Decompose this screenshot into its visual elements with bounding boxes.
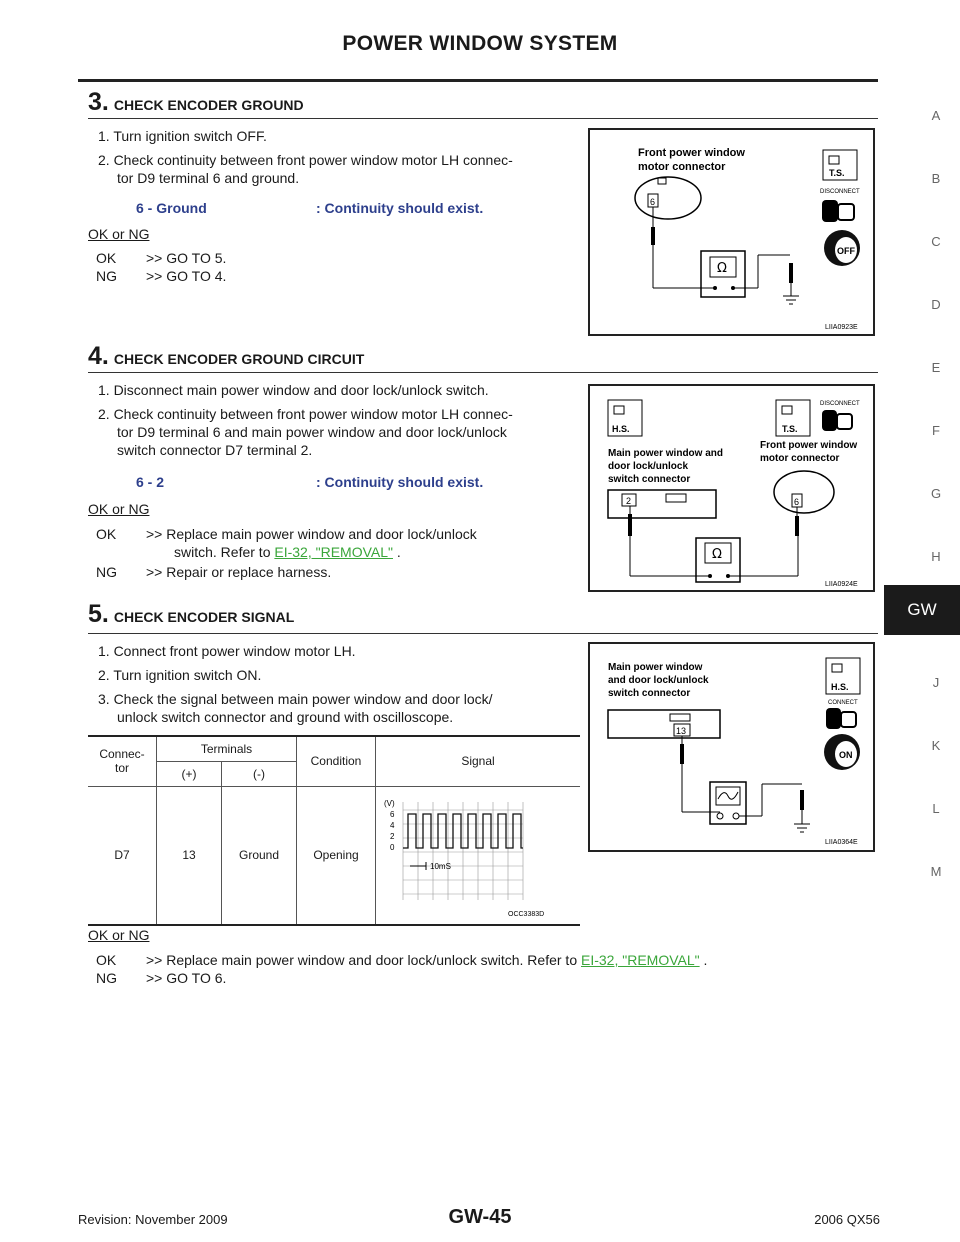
step3-ok-action: >> GO TO 5. <box>146 250 227 266</box>
step4-ok-or-ng: OK or NG <box>88 501 150 517</box>
step4-pin-a: 2 <box>626 496 632 506</box>
connect-socket-icon <box>841 712 856 727</box>
step3-item-1: 1. Turn ignition switch OFF. <box>98 128 267 144</box>
step3-item-2: 2. Check continuity between front power window motor LH connec- <box>98 152 513 168</box>
side-index-c[interactable]: C <box>931 234 941 249</box>
step3-spec-result: : Continuity should exist. <box>316 200 484 216</box>
step5-ok-key: OK <box>96 952 117 968</box>
table-row <box>88 786 580 925</box>
oscilloscope-waveform <box>378 788 578 920</box>
disconnect-socket-icon <box>838 204 854 220</box>
scope-code: OCC3383D <box>508 910 545 918</box>
step5-fig-code: LIIA0364E <box>825 839 858 846</box>
scope-grid <box>403 802 523 900</box>
hs-label: H.S. <box>612 424 630 434</box>
cell-connector: D7 <box>88 786 157 925</box>
step5-pin: 13 <box>676 726 687 736</box>
step4-item-2-cont-b: switch connector D7 terminal 2. <box>117 442 313 458</box>
signal-table <box>88 735 580 926</box>
step4-fig-label-a3: switch connector <box>608 474 691 485</box>
off-label: OFF <box>837 246 855 256</box>
step3-spec-terminals: 6 - Ground <box>136 200 207 216</box>
step5-fig-label-2: and door lock/unlock <box>608 675 709 686</box>
header-rule <box>78 79 878 82</box>
ground-probe <box>789 263 793 283</box>
footer-revision: Revision: November 2009 <box>78 1212 228 1227</box>
side-index-j[interactable]: J <box>932 675 940 690</box>
scope-tick-4: 4 <box>390 820 395 830</box>
probe-tip <box>651 227 655 245</box>
side-index-h[interactable]: H <box>931 549 941 564</box>
step3-title: CHECK ENCODER GROUND <box>113 97 304 113</box>
step3-ng-key: NG <box>96 268 117 284</box>
step4-figure <box>588 384 875 592</box>
step4-spec-terminals: 6 - 2 <box>136 474 165 490</box>
step5-item-2: 2. Turn ignition switch ON. <box>98 667 262 683</box>
step4-fig-label-b2: motor connector <box>760 453 840 464</box>
connect-plug-icon <box>826 708 841 729</box>
step4-item-2-cont-a: tor D9 terminal 6 and main power window and door lock/unlock <box>117 424 507 440</box>
cell-minus: Ground <box>222 786 297 925</box>
step5-title: CHECK ENCODER SIGNAL <box>113 609 295 625</box>
step3-fig-code: LIIA0923E <box>825 324 858 331</box>
step3-ng-action: >> GO TO 4. <box>146 268 227 284</box>
step3-heading <box>88 88 304 117</box>
col-signal: Signal <box>376 736 581 786</box>
step5-number: 5. <box>88 600 109 628</box>
disconnect-plug-icon <box>822 410 837 431</box>
connector-latch <box>666 494 686 502</box>
side-index-l[interactable]: L <box>932 801 940 816</box>
scope-tick-6: 6 <box>390 809 395 819</box>
step5-removal-link[interactable]: EI-32, "REMOVAL" <box>581 952 700 968</box>
step3-ok-key: OK <box>96 250 117 266</box>
step5-ok-or-ng: OK or NG <box>88 927 150 943</box>
step4-item-1: 1. Disconnect main power window and door lock/unlock switch. <box>98 382 489 398</box>
step5-fig-label-3: switch connector <box>608 688 691 699</box>
step4-ng-key: NG <box>96 564 117 580</box>
cell-condition: Opening <box>297 786 376 925</box>
oscilloscope-wave-icon <box>718 792 738 799</box>
col-terminals: Terminals <box>157 736 297 761</box>
step5-ok-text: >> Replace main power window and door lock/unlock switch. Refer to <box>146 952 581 968</box>
probe-tip <box>628 514 632 536</box>
step4-ok-key: OK <box>96 526 117 542</box>
ts-label: T.S. <box>829 168 845 178</box>
ohm-icon: Ω <box>717 261 727 276</box>
side-index-m[interactable]: M <box>930 864 942 879</box>
oscilloscope-icon <box>710 782 746 824</box>
step4-fig-label-a1: Main power window and <box>608 448 723 459</box>
step5-item-3-cont: unlock switch connector and ground with oscilloscope. <box>117 709 454 725</box>
motor-connector-shape <box>635 177 701 219</box>
on-label: ON <box>839 750 853 760</box>
step3-ok-or-ng: OK or NG <box>88 226 150 242</box>
connector-latch <box>670 714 690 721</box>
step5-rule <box>88 633 878 634</box>
step3-number: 3. <box>88 88 109 116</box>
step4-title: CHECK ENCODER GROUND CIRCUIT <box>113 351 365 367</box>
step3-fig-label-2: motor connector <box>638 161 726 173</box>
side-index-b[interactable]: B <box>931 171 941 186</box>
connector-key <box>658 178 666 184</box>
step3-item-2-cont: tor D9 terminal 6 and ground. <box>117 170 300 186</box>
step5-item-3: 3. Check the signal between main power window and door lock/ <box>98 691 493 707</box>
step5-item-1: 1. Connect front power window motor LH. <box>98 643 356 659</box>
side-index-g[interactable]: G <box>930 486 942 501</box>
disconnect-socket-icon <box>837 414 852 429</box>
motor-connector-shape <box>774 471 834 513</box>
step5-heading <box>88 600 294 629</box>
meter-terminal-plus <box>717 813 723 819</box>
step4-heading <box>88 342 364 371</box>
cell-signal <box>376 786 581 925</box>
meter-terminal <box>713 286 717 290</box>
disconnect-label: DISCONNECT <box>820 189 860 195</box>
step5-ng-key: NG <box>96 970 117 986</box>
side-index-f[interactable]: F <box>932 423 940 438</box>
step3-diagram <box>590 130 873 334</box>
step5-refer-end: . <box>699 952 708 968</box>
step5-ng-action: >> GO TO 6. <box>146 970 227 986</box>
step5-figure <box>588 642 875 852</box>
step4-ok-action: >> Replace main power window and door lock/unlock <box>146 526 477 542</box>
step4-number: 4. <box>88 342 109 370</box>
side-index-a[interactable]: A <box>931 108 941 123</box>
hs-label: H.S. <box>831 682 849 692</box>
switch-connector-shape <box>608 710 720 738</box>
step4-refer-end: . <box>392 544 401 560</box>
side-index-e[interactable]: E <box>931 360 941 375</box>
side-index-d[interactable]: D <box>931 297 941 312</box>
step4-removal-link[interactable]: EI-32, "REMOVAL" <box>274 544 393 560</box>
side-index-gw-active[interactable]: GW <box>884 585 960 635</box>
connector-header-b: tor <box>114 761 129 776</box>
step4-diagram <box>590 386 873 590</box>
step4-ng-action: >> Repair or replace harness. <box>146 564 332 580</box>
ohm-icon: Ω <box>712 547 722 562</box>
step4-fig-code: LIIA0924E <box>825 581 858 588</box>
step4-spec-result: : Continuity should exist. <box>316 474 484 490</box>
ts-label: T.S. <box>782 424 798 434</box>
step3-rule <box>88 118 878 119</box>
step4-pin-b: 6 <box>794 497 800 507</box>
probe-tip <box>795 516 799 536</box>
col-connector <box>88 736 157 786</box>
disconnect-label: DISCONNECT <box>820 401 860 407</box>
col-condition: Condition <box>297 736 376 786</box>
step4-fig-label-a2: door lock/unlock <box>608 461 689 472</box>
step5-fig-label-1: Main power window <box>608 662 703 673</box>
step3-fig-label-1: Front power window <box>638 147 745 159</box>
cell-plus: 13 <box>157 786 222 925</box>
step4-refer-text: switch. Refer to <box>174 544 275 560</box>
probe-tip <box>680 744 684 764</box>
scope-unit: (V) <box>384 798 395 808</box>
step5-diagram <box>590 644 873 850</box>
connector-header-a: Connec- <box>99 747 145 762</box>
meter-terminal <box>708 574 712 578</box>
disconnect-plug-icon <box>822 200 838 222</box>
footer-page-number: GW-45 <box>448 1206 512 1228</box>
step4-fig-label-b1: Front power window <box>760 440 858 451</box>
footer-model: 2006 QX56 <box>814 1212 880 1227</box>
scope-tick-2: 2 <box>390 831 395 841</box>
col-minus: (-) <box>222 761 297 786</box>
step3-pin-label: 6 <box>650 197 656 207</box>
side-index-k[interactable]: K <box>931 738 941 753</box>
scope-time-div: 10mS <box>430 861 451 871</box>
step5-ok-action <box>146 951 707 969</box>
step4-rule <box>88 372 878 373</box>
page-title: POWER WINDOW SYSTEM <box>342 32 618 55</box>
connect-label: CONNECT <box>828 700 858 706</box>
step3-figure <box>588 128 875 336</box>
meter-terminal-minus <box>733 813 739 819</box>
step4-ok-action-cont <box>174 543 401 561</box>
col-plus: (+) <box>157 761 222 786</box>
ground-probe <box>800 790 804 810</box>
scope-tick-0: 0 <box>390 842 395 852</box>
step4-item-2: 2. Check continuity between front power window motor LH connec- <box>98 406 513 422</box>
